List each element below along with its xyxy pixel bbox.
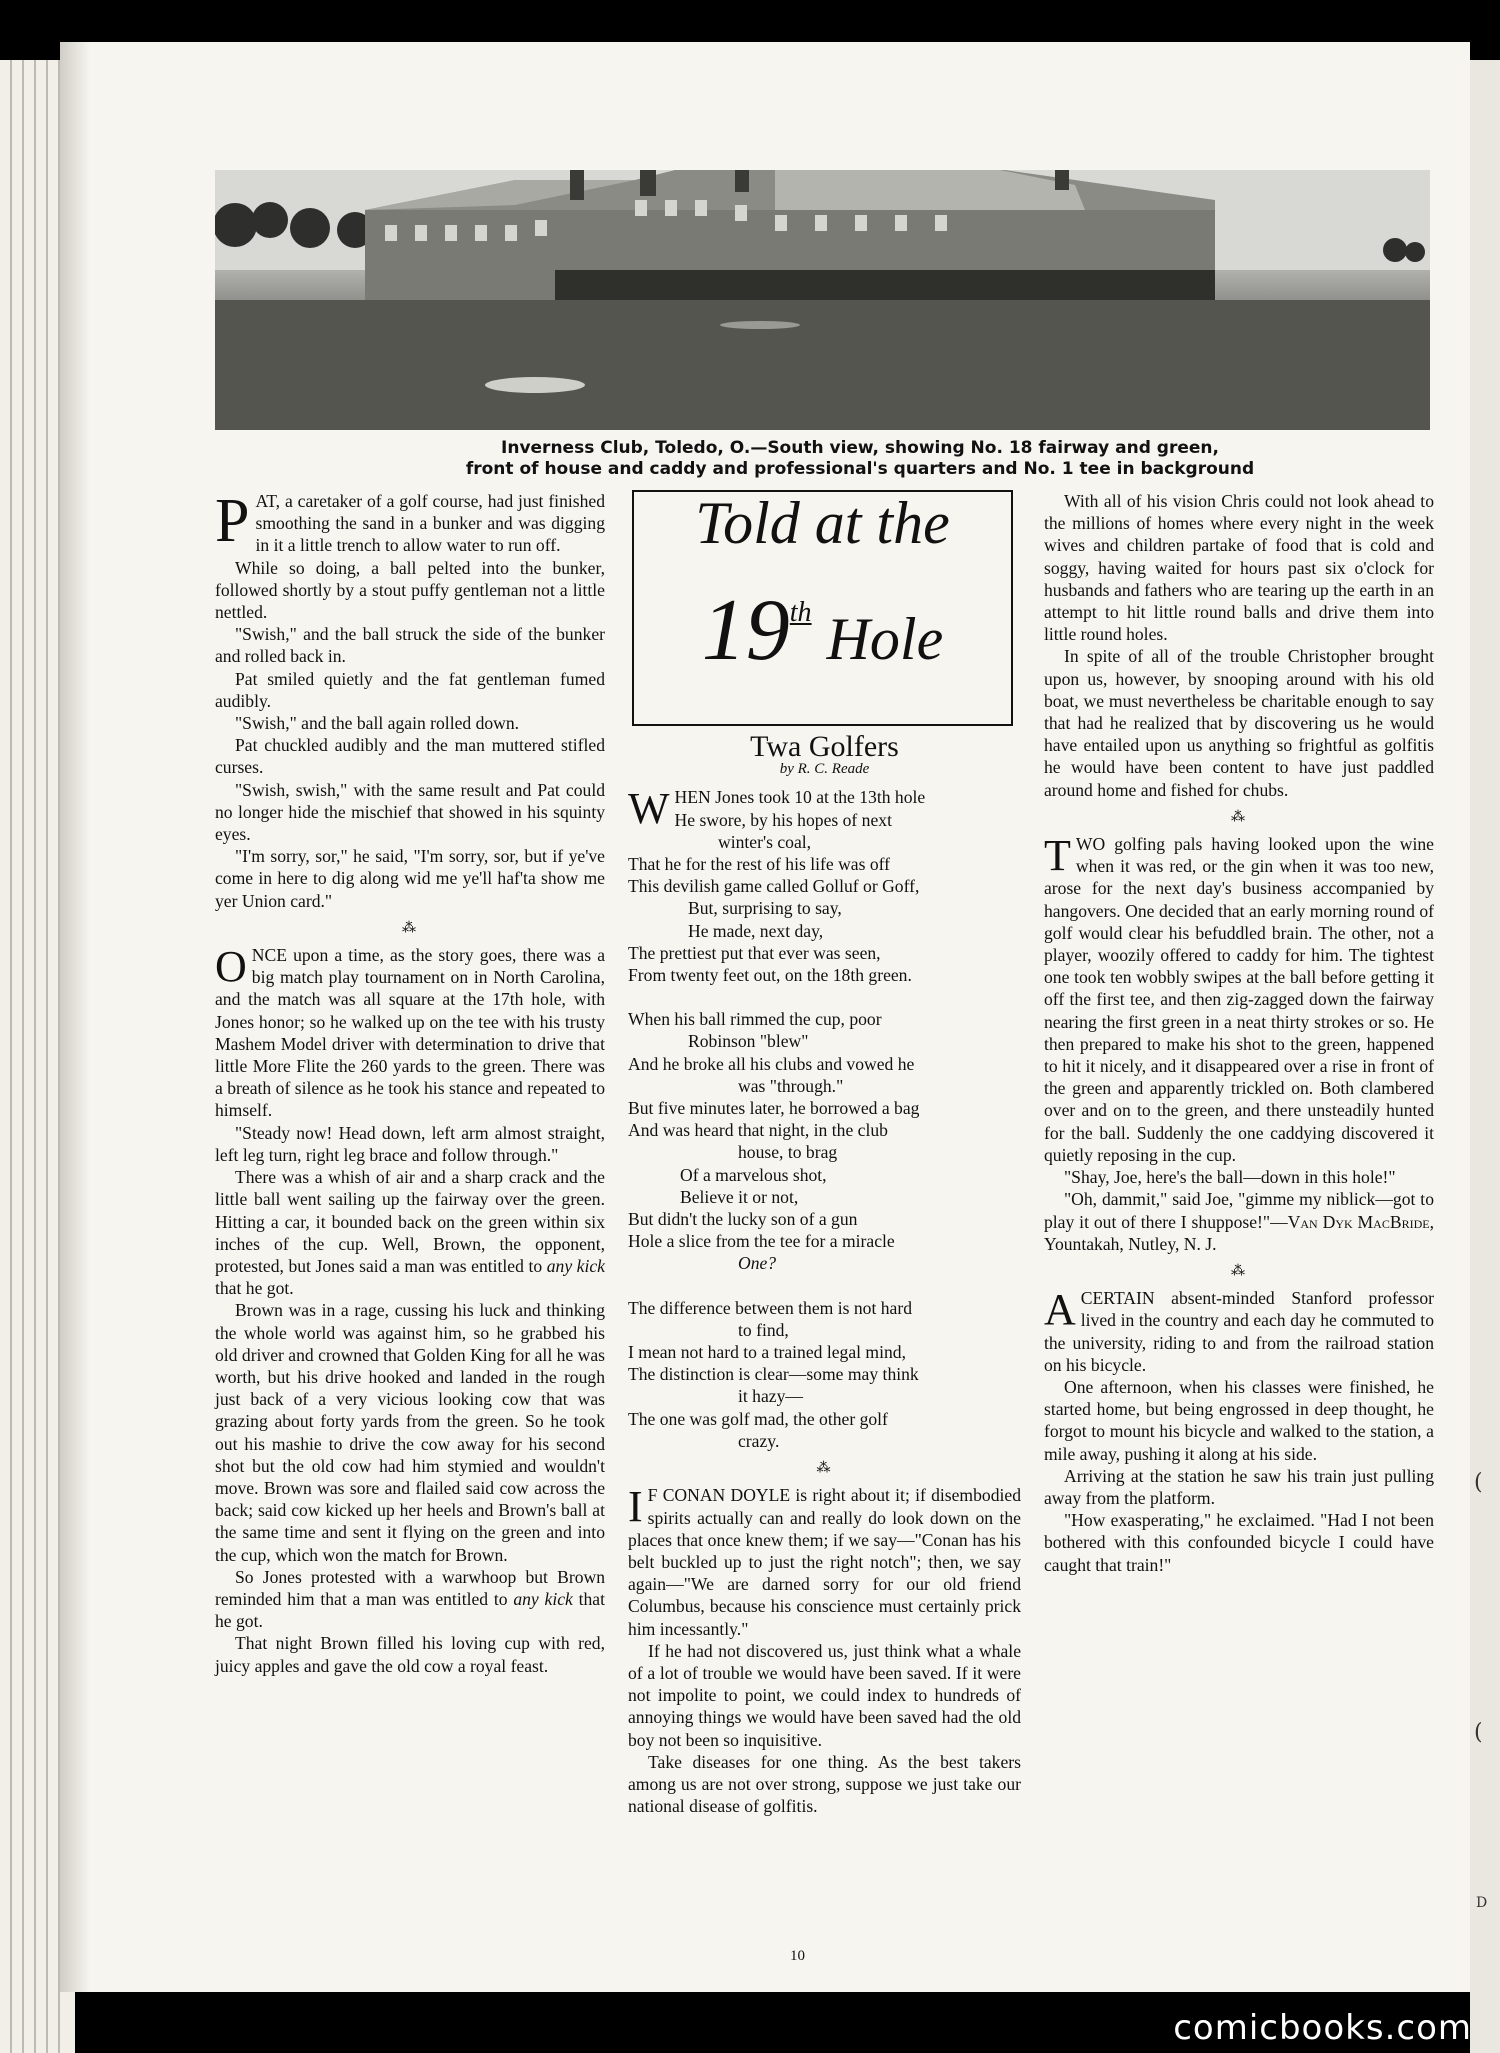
- paragraph: Arriving at the station he saw his train just pulling away from the platform.: [1044, 1465, 1434, 1508]
- verse-line: This devilish game called Golluf or Goff,: [628, 876, 920, 897]
- caption-line: Inverness Club, Toledo, O.—South view, showing No. 18 fairway and green,: [501, 438, 1219, 458]
- paragraph: [215, 1566, 605, 1633]
- verse-line: He made, next day,: [688, 920, 824, 941]
- watermark: comicbooks.com: [1173, 2008, 1472, 2048]
- paragraph-text: "Oh, dammit," said Joe, "gimme my niblick—got to play it out of there I shuppose!"—: [1044, 1189, 1434, 1232]
- drop-cap: A: [1044, 1285, 1076, 1335]
- next-page-edge: [1470, 60, 1500, 2053]
- drop-cap: I: [628, 1482, 643, 1532]
- verse-line: One?: [738, 1253, 777, 1274]
- paragraph: With all of his vision Chris could not look ahead to the millions of homes where every night in the week wives and children partake of food that is cold and soggy, having waited for hours past six o'clock for husbands and fathers who are tearing up the earth in an attempt to hit little round balls and drive them into little round holes.: [1044, 491, 1434, 645]
- paragraph: Pat smiled quietly and the fat gentleman fumed audibly.: [215, 668, 605, 711]
- verse-line: But didn't the lucky son of a gun: [628, 1209, 858, 1230]
- verse-line: Robinson "blew": [688, 1031, 809, 1052]
- paragraph: [1044, 1287, 1434, 1376]
- paragraph-text: that he got.: [215, 1278, 294, 1299]
- paragraph: [1044, 1188, 1434, 1255]
- edge-glyph: (: [1474, 1720, 1483, 1745]
- paragraph-text: F CONAN DOYLE is right about it; if disembodied spirits actually can and really do look down on the places that once knew them; if we say—"Conan has his belt buckled up to just the right notch"; then, we say again—"We are darned sorry for our old friend Columbus, because his conscience must certainly prick him incessantly.": [628, 1485, 1021, 1639]
- paragraph: "Swish," and the ball struck the side of the bunker and rolled back in.: [215, 624, 605, 667]
- paragraph: Brown was in a rage, cussing his luck and thinking the whole world was against him, so he grabbed his old driver and crowned that Golden King for all he was worth, but his drive hooked and landed in the rough just back of a very vicious looking cow that was grazing about forty yards from the green. So he took out his mashie to drive the cow away for his second shot but the old cow had him stymied and wouldn't move. Brown was sore and flailed said cow across the back; said cow kicked up her heels and Brown's ball at the same time and sent it flying on the green and into the cup, which won the match for Brown.: [215, 1300, 605, 1565]
- page-gutter-shadow: [60, 42, 90, 1992]
- feature-title-box: [632, 490, 1013, 726]
- verse-line: Of a marvelous shot,: [680, 1164, 827, 1185]
- paragraph: That night Brown filled his loving cup with red, juicy apples and gave the old cow a royal feast.: [215, 1633, 605, 1676]
- paragraph: [1044, 833, 1434, 1166]
- drop-cap: W: [628, 784, 670, 834]
- verse-line: The prettiest put that ever was seen,: [628, 942, 881, 963]
- verse-line: I mean not hard to a trained legal mind,: [628, 1342, 906, 1363]
- verse-line: And he broke all his clubs and vowed he: [628, 1053, 915, 1074]
- paragraph: "Swish," and the ball again rolled down.: [235, 713, 520, 734]
- paragraph: While so doing, a ball pelted into the bunker, followed shortly by a stout puffy gentleman not a little nettled.: [215, 557, 605, 623]
- paragraph: [628, 1484, 1021, 1639]
- paragraph: "Steady now! Head down, left arm almost straight, left leg turn, right leg brace and follow through.": [215, 1122, 605, 1165]
- paragraph-text: AT, a caretaker of a golf course, had just finished smoothing the sand in a bunker and was digging in it a little trench to allow water to run off.: [255, 491, 605, 556]
- paragraph-text: There was a whish of air and a sharp crack and the little ball went sailing up the fairway over the green. Hitting a car, it bounded back on the green within six inches of the cup. Well, Brown, the opponent, protested, but Jones said a man was entitled to: [215, 1167, 605, 1276]
- verse-line: house, to brag: [738, 1142, 838, 1163]
- clubhouse-photo: [215, 170, 1430, 430]
- column-left: [215, 487, 605, 1677]
- paragraph: "Swish, swish," with the same result and Pat could no longer hide the mischief that showed in his squinty eyes.: [215, 779, 605, 845]
- emphasis: any kick: [513, 1588, 573, 1609]
- verse-line: He swore, by his hopes of next: [674, 809, 892, 830]
- paragraph: [215, 944, 605, 1122]
- paragraph-text: that he got.: [215, 1588, 605, 1632]
- verse-line: to find,: [738, 1319, 789, 1340]
- verse-line: The difference between them is not hard: [628, 1297, 912, 1318]
- paragraph: Pat chuckled audibly and the man muttered stifled curses.: [215, 735, 605, 778]
- verse-line: When his ball rimmed the cup, poor: [628, 1009, 882, 1030]
- paragraph: [215, 1166, 605, 1299]
- paragraph-text: So Jones protested with a warwhoop but Brown reminded him that a man was entitled to: [215, 1566, 605, 1609]
- verse-line: From twenty feet out, on the 18th green.: [628, 965, 912, 986]
- paragraph: In spite of all of the trouble Christopher brought upon us, however, by snooping around with his old boat, we must nevertheless be charitable enough to say that had he realized that by discovering us he would have entailed upon us anything so frightful as golfitis he would have been content to have just paddled around home and fished for chubs.: [1044, 646, 1434, 800]
- emphasis: any kick: [546, 1255, 605, 1276]
- verse-line: Believe it or not,: [680, 1186, 799, 1207]
- paragraph: "Shay, Joe, here's the ball—down in this hole!": [1064, 1167, 1396, 1188]
- verse-text: HEN Jones took 10 at the 13th hole: [674, 787, 926, 808]
- drop-cap: O: [215, 942, 247, 992]
- drop-cap: P: [215, 487, 250, 555]
- verse-line: it hazy—: [738, 1386, 803, 1407]
- verse-line: But five minutes later, he borrowed a bag: [628, 1098, 920, 1119]
- verse-line: The one was golf mad, the other golf: [628, 1408, 888, 1429]
- column-right: [1044, 490, 1434, 1576]
- paragraph: One afternoon, when his classes were finished, he started home, but being engrossed in deep thought, he forgot to mount his bicycle and walked to the station, a mile away, pushing it along at his side.: [1044, 1376, 1434, 1464]
- author-signature: Van Dyk MacBride: [1287, 1211, 1430, 1232]
- poem: [628, 786, 1021, 1452]
- poem-title: Twa Golfers: [750, 730, 899, 763]
- verse-line: And was heard that night, in the club: [628, 1120, 888, 1141]
- paragraph: If he had not discovered us, just think what a whale of a lot of trouble we would have been saved. If it were not impolite to point, we could index to hundreds of annoying things we would have been saved had the old boy not been so inquisitive.: [628, 1640, 1021, 1750]
- verse-line: But, surprising to say,: [688, 898, 842, 919]
- verse-line: winter's coal,: [718, 831, 812, 852]
- paragraph-text: CERTAIN absent-minded Stanford professor lived in the country and each day he commuted to the university, riding to and from the railroad station on his bicycle.: [1044, 1288, 1434, 1375]
- verse-line: The distinction is clear—some may think: [628, 1364, 919, 1385]
- column-center: [628, 490, 1021, 1817]
- section-ornament: ⁂: [402, 920, 418, 936]
- title-line: Told at the: [695, 490, 950, 556]
- verse-line: crazy.: [738, 1430, 780, 1451]
- paragraph: [215, 487, 605, 557]
- title-number: 19: [701, 582, 790, 679]
- title-word: Hole: [826, 606, 944, 672]
- section-ornament: ⁂: [1231, 809, 1247, 825]
- photo-caption: [420, 438, 1300, 480]
- paragraph-text: NCE upon a time, as the story goes, there was a big match play tournament on in North Carolina, and the match was all square at the 17th hole, with Jones honor; so he walked up on the tee with his trusty Mashem Model driver with determination to drive that little More Flite the 260 yards to the green. There was a breath of silence as he took his stance and repeated to himself.: [215, 945, 605, 1121]
- section-ornament: ⁂: [816, 1461, 833, 1477]
- paragraph-text: , Yountakah, Nutley, N. J.: [1044, 1211, 1434, 1254]
- title-line-2: [634, 582, 1011, 679]
- title-superscript: th: [789, 597, 812, 628]
- paragraph: Take diseases for one thing. As the best takers among us are not over strong, suppose we just take our national disease of golfitis.: [628, 1751, 1021, 1817]
- edge-glyph: D: [1476, 1895, 1488, 1911]
- paragraph: "I'm sorry, sor," he said, "I'm sorry, sor, but if ye've come in here to dig along wid me ye'll haf'ta show me yer Union card.": [215, 846, 605, 911]
- page-number: 10: [790, 1948, 805, 1964]
- edge-glyph: (: [1474, 1470, 1483, 1495]
- verse-line: was "through.": [738, 1075, 844, 1096]
- drop-cap: T: [1044, 831, 1071, 881]
- verse-line: That he for the rest of his life was off: [628, 854, 891, 875]
- paragraph: "How exasperating," he exclaimed. "Had I not been bothered with this confounded bicycle I could have caught that train!": [1044, 1510, 1434, 1575]
- byline: by R. C. Reade: [779, 761, 870, 778]
- paragraph-text: WO golfing pals having looked upon the wine when it was red, or the gin when it was too new, arose for the next day's business accompanied by hangovers. One decided that an early morning round of golf would clear his befuddled brain. The other, not a player, woozily offered to caddy for him. The tightest one took ten wobbly swipes at the ball before getting it off the first tee, and then zig-zagged down the fairway nearing the first green in a neat thirty strokes or so. He then prepared to make his shot to the green, happened to hit it nicely, and it disappeared over a rise in front of the green and apparently trickled on. Both clambered over and on to the green, and there unsteadily hunted for the ball. Suddenly the one caddying discovered it quietly reposing in the cup.: [1044, 834, 1434, 1165]
- caption-line: front of house and caddy and professional's quarters and No. 1 tee in background: [465, 459, 1255, 479]
- verse-line: Hole a slice from the tee for a miracle: [628, 1231, 895, 1252]
- section-ornament: ⁂: [1231, 1263, 1247, 1279]
